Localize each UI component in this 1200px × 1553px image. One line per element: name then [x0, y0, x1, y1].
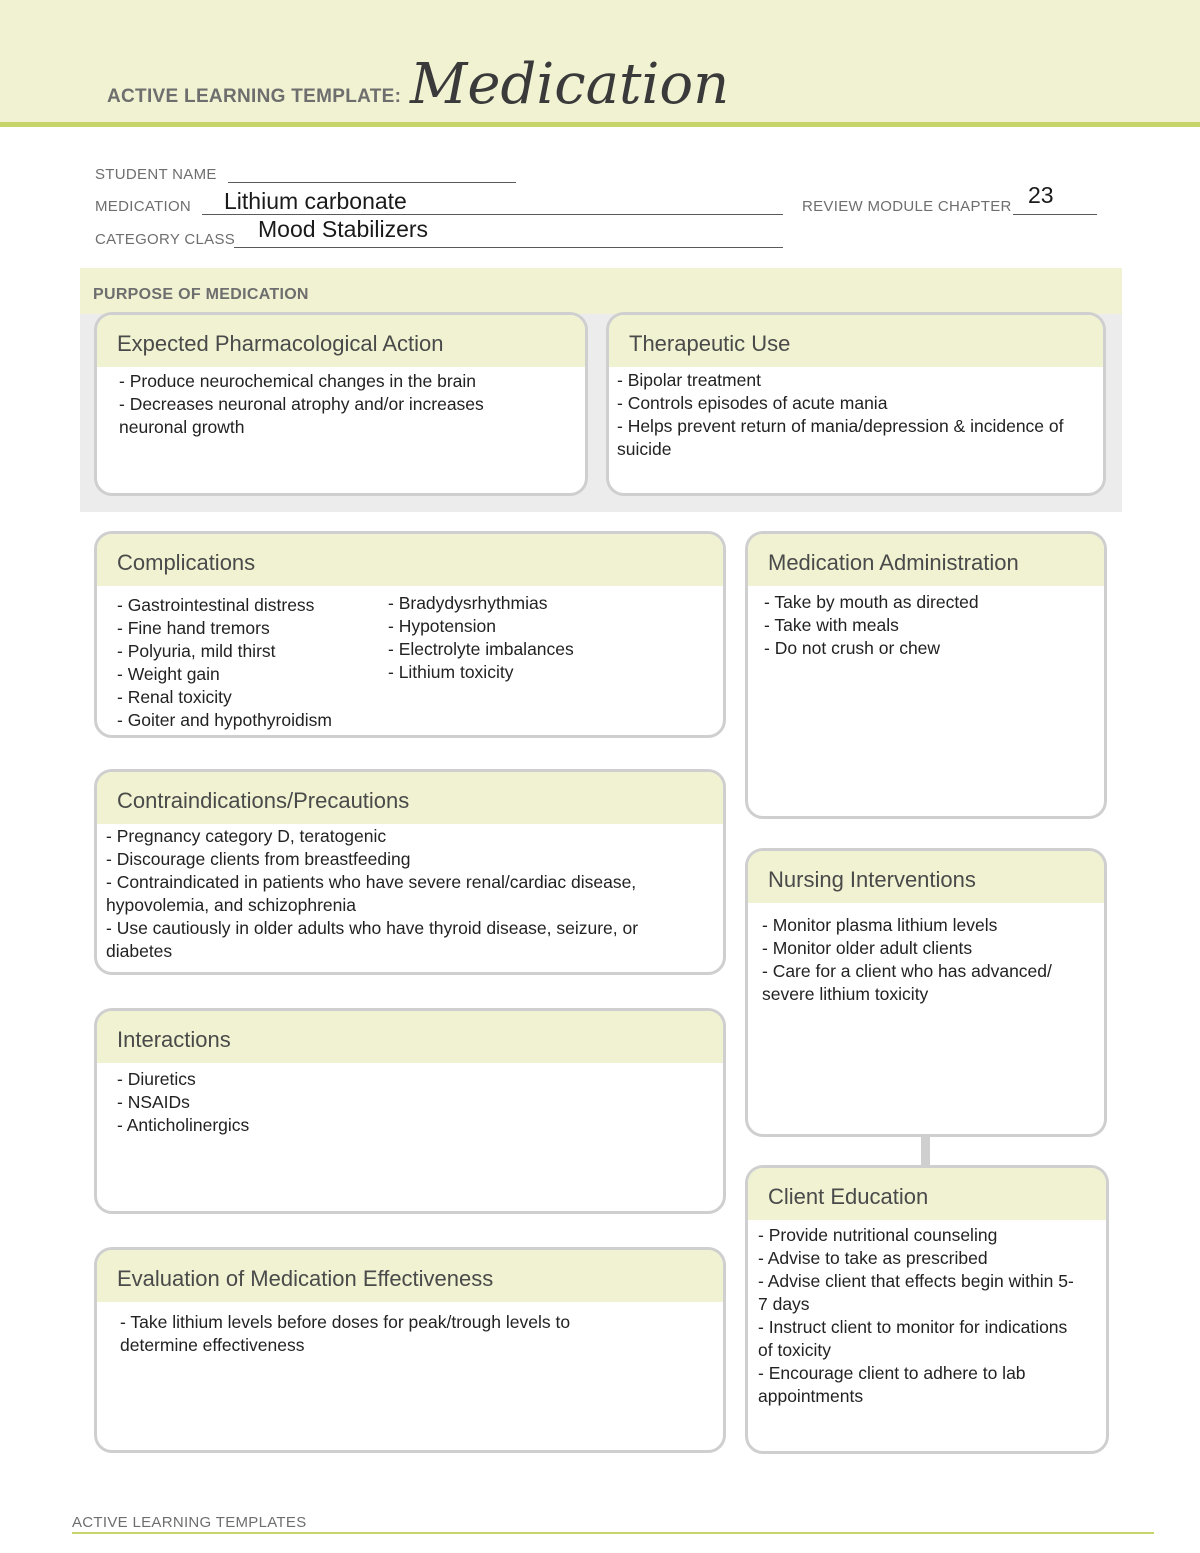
- nursing-title: Nursing Interventions: [748, 851, 1104, 903]
- complication-item: - Electrolyte imbalances: [388, 639, 574, 659]
- complication-item: - Lithium toxicity: [388, 662, 514, 682]
- interactions-box: [94, 1008, 726, 1214]
- therapeutic-use-box: [606, 312, 1106, 496]
- header-rule: [0, 122, 1200, 127]
- evaluation-line: - Take lithium levels before doses for peak/trough levels to determine effectiveness: [120, 1312, 575, 1355]
- contraindications-box: [94, 769, 726, 975]
- complication-item: - Bradydysrhythmias: [388, 593, 548, 613]
- complication-item: - Hypotension: [388, 616, 496, 636]
- interaction-item: - Anticholinergics: [117, 1115, 250, 1135]
- education-line: - Instruct client to monitor for indications of toxicity: [758, 1317, 1073, 1360]
- evaluation-box: [94, 1247, 726, 1453]
- administration-title: Medication Administration: [748, 534, 1104, 586]
- evaluation-title: Evaluation of Medication Effectiveness: [97, 1250, 723, 1302]
- nursing-line: - Monitor plasma lithium levels: [762, 915, 998, 935]
- education-box: [745, 1165, 1109, 1454]
- education-line: - Provide nutritional counseling: [758, 1225, 998, 1245]
- therapeutic-use-title: Therapeutic Use: [609, 315, 1103, 367]
- box-connector: [921, 1135, 930, 1165]
- medication-label: MEDICATION: [95, 198, 192, 215]
- footer-rule: [72, 1532, 1154, 1534]
- category-class-value: Mood Stabilizers: [258, 216, 429, 242]
- education-line: - Encourage client to adhere to lab appointments: [758, 1363, 1031, 1406]
- contraindications-title: Contraindications/Precautions: [97, 772, 723, 824]
- complication-item: - Renal toxicity: [117, 687, 232, 707]
- contraindication-line: - Discourage clients from breastfeeding: [106, 849, 411, 869]
- complication-item: - Polyuria, mild thirst: [117, 641, 276, 661]
- category-class-label: CATEGORY CLASS: [95, 231, 236, 248]
- review-module-value: 23: [1028, 182, 1054, 208]
- student-name-label: STUDENT NAME: [95, 166, 217, 183]
- medication-value: Lithium carbonate: [224, 188, 407, 214]
- review-module-field[interactable]: [1013, 198, 1097, 215]
- expected-action-box: [94, 312, 588, 496]
- purpose-label: PURPOSE OF MEDICATION: [93, 286, 309, 303]
- administration-line: - Take with meals: [764, 615, 899, 635]
- complication-item: - Goiter and hypothyroidism: [117, 710, 332, 730]
- review-module-label: REVIEW MODULE CHAPTER: [802, 198, 1012, 215]
- expected-action-line: - Produce neurochemical changes in the brain: [119, 371, 477, 391]
- student-name-field[interactable]: [228, 166, 516, 183]
- administration-box: [745, 531, 1107, 819]
- therapeutic-use-line: - Helps prevent return of mania/depression & incidence of suicide: [617, 416, 1069, 459]
- contraindication-line: - Contraindicated in patients who have severe renal/cardiac disease, hypovolemia, and schizophrenia: [106, 872, 642, 915]
- complication-item: - Fine hand tremors: [117, 618, 270, 638]
- template-label: ACTIVE LEARNING TEMPLATE:: [107, 86, 402, 107]
- nursing-box: [745, 848, 1107, 1137]
- education-line: - Advise to take as prescribed: [758, 1248, 988, 1268]
- interactions-title: Interactions: [97, 1011, 723, 1063]
- interaction-item: - Diuretics: [117, 1069, 196, 1089]
- nursing-line: - Monitor older adult clients: [762, 938, 973, 958]
- therapeutic-use-line: - Controls episodes of acute mania: [617, 393, 888, 413]
- contraindication-line: - Use cautiously in older adults who have thyroid disease, seizure, or diabetes: [106, 918, 643, 961]
- expected-action-line: - Decreases neuronal atrophy and/or increases neuronal growth: [119, 394, 489, 437]
- complications-title: Complications: [97, 534, 723, 586]
- interaction-item: - NSAIDs: [117, 1092, 190, 1112]
- footer-text: ACTIVE LEARNING TEMPLATES: [72, 1514, 307, 1531]
- education-title: Client Education: [748, 1168, 1106, 1220]
- education-line: - Advise client that effects begin within 5-7 days: [758, 1271, 1074, 1314]
- nursing-line: - Care for a client who has advanced/ severe lithium toxicity: [762, 961, 1057, 1004]
- complication-item: - Gastrointestinal distress: [117, 595, 315, 615]
- administration-line: - Take by mouth as directed: [764, 592, 979, 612]
- page-title: Medication: [410, 52, 730, 117]
- therapeutic-use-line: - Bipolar treatment: [617, 370, 761, 390]
- expected-action-title: Expected Pharmacological Action: [97, 315, 585, 367]
- complication-item: - Weight gain: [117, 664, 220, 684]
- contraindication-line: - Pregnancy category D, teratogenic: [106, 826, 387, 846]
- administration-line: - Do not crush or chew: [764, 638, 941, 658]
- complications-box: [94, 531, 726, 738]
